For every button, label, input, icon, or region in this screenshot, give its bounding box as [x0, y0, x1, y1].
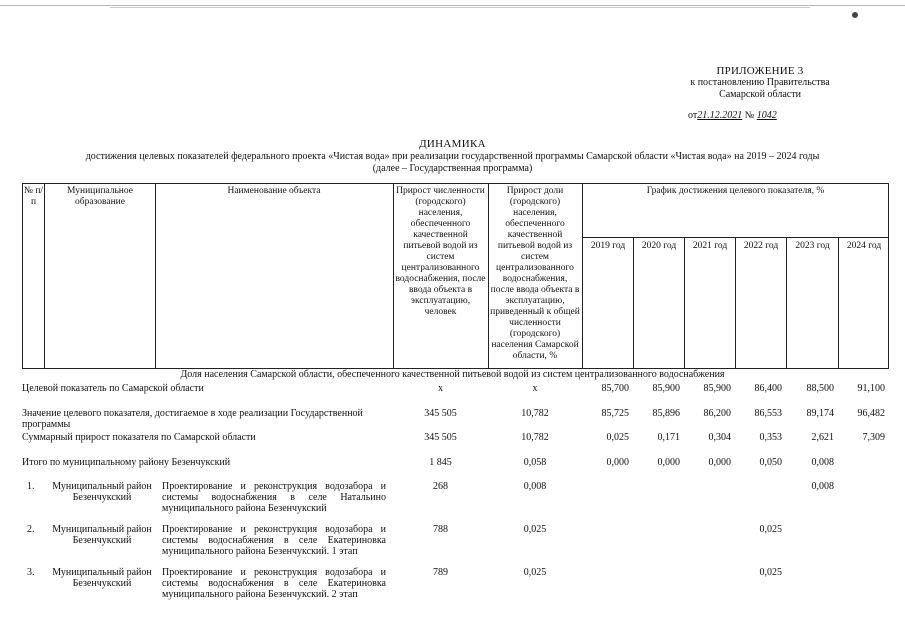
- date-handwritten: 21.12.2021: [697, 110, 743, 121]
- summary-year-value: 0,171: [657, 432, 680, 443]
- object-row-municipality: Муниципальный район Безенчукский: [52, 481, 152, 503]
- appendix-block: [640, 65, 880, 101]
- header-year-2023: 2023 год: [795, 241, 830, 251]
- object-row-share: 0,025: [523, 524, 547, 535]
- summary-year-value: 86,400: [754, 383, 782, 394]
- summary-year-value: 88,500: [806, 383, 834, 394]
- header-year-2024: 2024 год: [846, 241, 882, 251]
- header-object: Наименование объекта: [227, 186, 321, 196]
- header-year-2019: 2019 год: [590, 241, 626, 251]
- summary-year-value: 85,725: [601, 408, 629, 419]
- summary-year-value: 0,000: [708, 457, 731, 468]
- summary-year-value: 0,353: [759, 432, 782, 443]
- number-handwritten: 1042: [756, 110, 777, 121]
- object-row-people: 268: [433, 481, 448, 492]
- object-row-name: Проектирование и реконструкция водозабора и системы водоснабжения в селе Натальино муниципального района Безенчукский: [162, 481, 386, 514]
- summary-row-share: x: [532, 383, 538, 394]
- document-title: ДИНАМИКА: [419, 138, 486, 150]
- header-growth-people: Прирост численности (городского) населения, обеспеченного качественной питьевой водой из систем централизованного водоснабжения, после ввода объекта в эксплуатацию, человек: [395, 186, 486, 317]
- col-divider: [393, 183, 394, 369]
- summary-row-people: 345 505: [424, 408, 457, 419]
- summary-row-people: 1 845: [429, 457, 452, 468]
- summary-row-people: x: [438, 383, 443, 394]
- summary-row-share: 10,782: [521, 408, 549, 419]
- summary-year-value: 89,174: [806, 408, 834, 419]
- summary-year-value: 0,050: [759, 457, 782, 468]
- col-divider: [786, 237, 787, 369]
- object-row-num: 1.: [27, 481, 35, 492]
- summary-year-value: 86,553: [754, 408, 782, 419]
- appendix-line-1: к постановлению Правительства: [690, 77, 830, 88]
- summary-row-label: Значение целевого показателя, достигаемое в ходе реализации Государственной программы: [22, 408, 363, 430]
- header-year-2020: 2020 год: [641, 241, 677, 251]
- object-row-people: 788: [433, 524, 448, 535]
- col-divider: [838, 237, 839, 369]
- object-row-year-value: 0,025: [759, 567, 782, 578]
- object-row-share: 0,008: [523, 481, 547, 492]
- header-num: № п/п: [23, 186, 44, 207]
- summary-row-share: 10,782: [521, 432, 549, 443]
- summary-year-value: 85,700: [601, 383, 629, 394]
- header-growth-share: Прирост доли (городского) населения, обеспеченного качественной питьевой водой из систем централизованного водоснабжения, после ввода объекта в эксплуатацию, приведенный к общей численности (городского) населения Самарской области, %: [490, 186, 580, 361]
- summary-year-value: 85,896: [652, 408, 680, 419]
- summary-year-value: 7,309: [862, 432, 885, 443]
- appendix-title: ПРИЛОЖЕНИЕ 3: [716, 65, 804, 77]
- header-year-2021: 2021 год: [692, 241, 728, 251]
- header-municipality: Муниципальное образование: [67, 186, 133, 207]
- object-row-num: 3.: [27, 567, 35, 578]
- col-divider: [44, 183, 45, 369]
- appendix-line-2: Самарской области: [719, 89, 801, 100]
- object-row-people: 789: [433, 567, 448, 578]
- object-row-share: 0,025: [523, 567, 547, 578]
- section-title: Доля населения Самарской области, обеспеченного качественной питьевой водой из систем централизованного водоснабжения: [180, 369, 725, 380]
- scan-top-rule-secondary: [110, 7, 810, 8]
- col-divider: [155, 183, 156, 369]
- object-row-year-value: 0,008: [811, 481, 834, 492]
- summary-row-label: Целевой показатель по Самарской области: [22, 383, 204, 394]
- summary-year-value: 85,900: [652, 383, 680, 394]
- summary-year-value: 2,621: [811, 432, 834, 443]
- document-subtitle: достижения целевых показателей федерального проекта «Чистая вода» при реализации государственной программы Самарской области «Чистая вода» на 2019 – 2024 годы: [85, 151, 820, 162]
- header-year-2022: 2022 год: [743, 241, 779, 251]
- appendix-date-line: [688, 110, 805, 121]
- summary-row-people: 345 505: [424, 432, 457, 443]
- summary-row-label: Суммарный прирост показателя по Самарской области: [22, 432, 256, 443]
- col-divider: [488, 183, 489, 369]
- row-divider: [582, 237, 889, 238]
- summary-year-value: 0,304: [708, 432, 731, 443]
- object-row-municipality: Муниципальный район Безенчукский: [52, 524, 152, 546]
- scan-top-rule: [0, 5, 905, 6]
- object-row-name: Проектирование и реконструкция водозабора и системы водоснабжения в селе Екатериновка муниципального района Безенчукский. 1 этап: [162, 524, 386, 557]
- object-row-name: Проектирование и реконструкция водозабора и системы водоснабжения в селе Екатериновка муниципального района Безенчукский. 2 этап: [162, 567, 386, 600]
- summary-year-value: 85,900: [703, 383, 731, 394]
- summary-year-value: 0,025: [606, 432, 629, 443]
- col-divider: [684, 237, 685, 369]
- summary-year-value: 0,008: [811, 457, 834, 468]
- header-schedule: График достижения целевого показателя, %: [646, 186, 825, 196]
- date-prefix: от: [688, 110, 698, 121]
- object-row-year-value: 0,025: [759, 524, 782, 535]
- object-row-municipality: Муниципальный район Безенчукский: [52, 567, 152, 589]
- col-divider: [582, 183, 583, 369]
- summary-year-value: 0,000: [606, 457, 629, 468]
- document-subtitle-2: (далее – Государственная программа): [372, 163, 533, 174]
- summary-year-value: 91,100: [857, 383, 885, 394]
- number-prefix: №: [744, 110, 755, 121]
- summary-year-value: 86,200: [703, 408, 731, 419]
- summary-row-share: 0,058: [523, 457, 547, 468]
- object-row-num: 2.: [27, 524, 35, 535]
- scan-mark: [852, 12, 858, 18]
- summary-row-label: Итого по муниципальному району Безенчукский: [22, 457, 231, 468]
- summary-year-value: 0,000: [657, 457, 680, 468]
- summary-year-value: 96,482: [857, 408, 885, 419]
- col-divider: [735, 237, 736, 369]
- col-divider: [633, 237, 634, 369]
